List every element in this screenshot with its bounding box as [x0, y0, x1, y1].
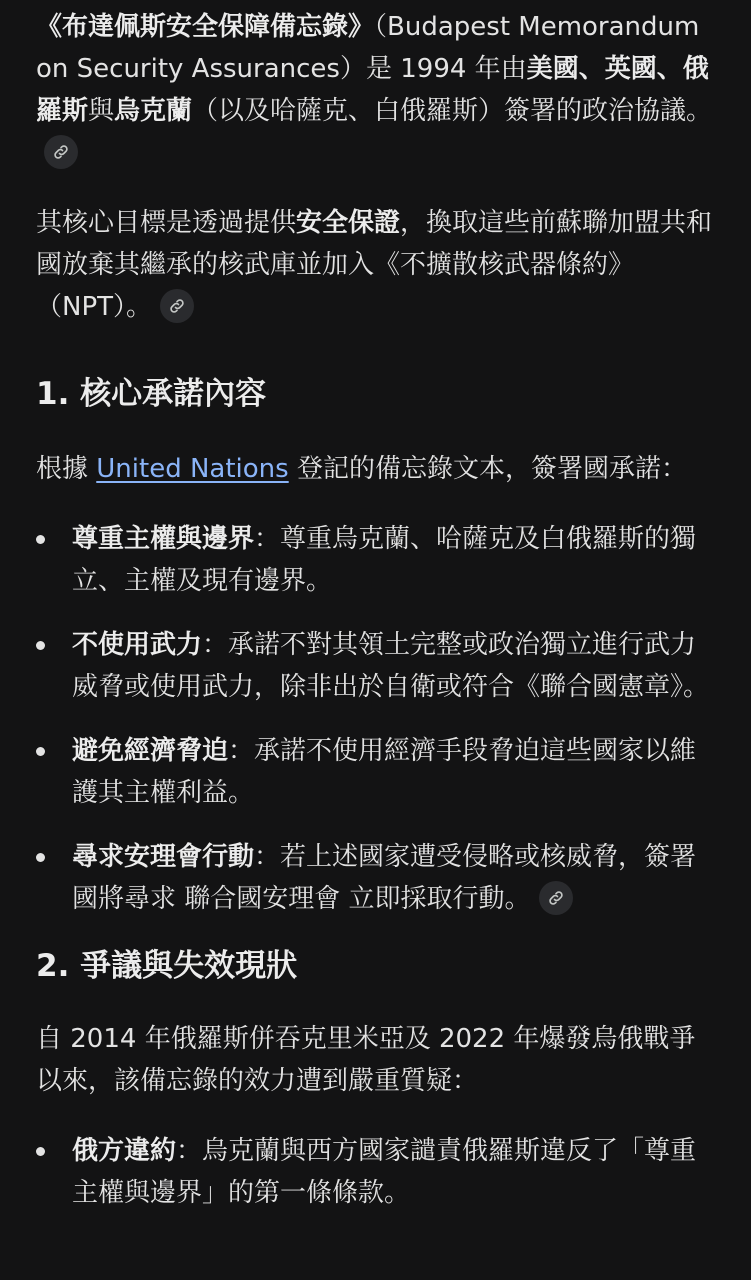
link-icon	[547, 889, 565, 907]
list-item	[36, 624, 717, 708]
section-heading-commitments: 1. 核心承諾內容	[36, 376, 267, 412]
citation-chip[interactable]	[44, 135, 78, 169]
separator: 、	[656, 54, 683, 84]
list-item	[36, 1130, 717, 1214]
country-uk: 英國	[604, 54, 657, 84]
item-title: 尊重主權與邊界	[72, 524, 255, 554]
response-content	[36, 6, 717, 1236]
united-nations-link[interactable]: United Nations	[96, 454, 289, 484]
item-title: 尋求安理會行動	[72, 842, 255, 872]
item-title: 避免經濟脅迫	[72, 736, 229, 766]
list-item	[36, 518, 717, 602]
link-icon	[52, 143, 70, 161]
country-ukraine: 烏克蘭	[114, 96, 193, 126]
citation-chip[interactable]	[539, 881, 573, 915]
memo-title: 《布達佩斯安全保障備忘錄》	[36, 12, 375, 42]
bullet-dot	[36, 1147, 45, 1156]
country-russia: 俄羅斯	[36, 54, 709, 126]
text-span: 與	[88, 96, 115, 126]
text-span: （Budapest Memorandum on Security Assurances）是 1994 年由	[36, 12, 700, 84]
section2-intro: 自 2014 年俄羅斯併吞克里米亞及 2022 年爆發烏俄戰爭以來，該備忘錄的效力遭到嚴重質疑：	[36, 1024, 696, 1096]
disputes-list	[36, 1130, 717, 1214]
item-text: ：承諾不對其領土完整或政治獨立進行武力威脅或使用武力，除非出於自衛或符合《聯合國憲章》。	[72, 630, 710, 702]
bullet-dot	[36, 747, 45, 756]
item-text: ：承諾不使用經濟手段脅迫這些國家以維護其主權利益。	[72, 736, 697, 808]
bullet-dot	[36, 853, 45, 862]
text-span: （以及哈薩克、白俄羅斯）簽署的政治協議。	[192, 96, 713, 126]
list-item	[36, 730, 717, 814]
text-span: 登記的備忘錄文本，簽署國承諾：	[288, 454, 687, 484]
bullet-dot	[36, 641, 45, 650]
country-us: 美國	[526, 54, 579, 84]
separator: 、	[578, 54, 605, 84]
paragraph-intro	[36, 6, 717, 174]
section-heading-disputes: 2. 爭議與失效現狀	[36, 948, 298, 984]
text-span: 根據	[36, 454, 97, 484]
bullet-dot	[36, 535, 45, 544]
link-icon	[168, 297, 186, 315]
list-item	[36, 836, 717, 920]
text-span: ，換取這些前蘇聯加盟共和國放棄其繼承的核武庫並加入《不擴散核武器條約》（NPT）。	[36, 208, 713, 322]
item-text: ：烏克蘭與西方國家譴責俄羅斯違反了「尊重主權與邊界」的第一條條款。	[72, 1136, 697, 1208]
text-span: 其核心目標是透過提供	[36, 208, 297, 238]
paragraph-goal	[36, 202, 717, 328]
item-title: 俄方違約	[72, 1136, 177, 1166]
citation-chip[interactable]	[160, 289, 194, 323]
item-text: ：若上述國家遭受侵略或核威脅，簽署國將尋求 聯合國安理會 立即採取行動。	[72, 842, 697, 914]
commitments-list	[36, 518, 717, 920]
item-title: 不使用武力	[72, 630, 203, 660]
security-assurance-term: 安全保證	[296, 208, 401, 238]
section1-intro	[36, 448, 717, 490]
item-text: ：尊重烏克蘭、哈薩克及白俄羅斯的獨立、主權及現有邊界。	[72, 524, 697, 596]
